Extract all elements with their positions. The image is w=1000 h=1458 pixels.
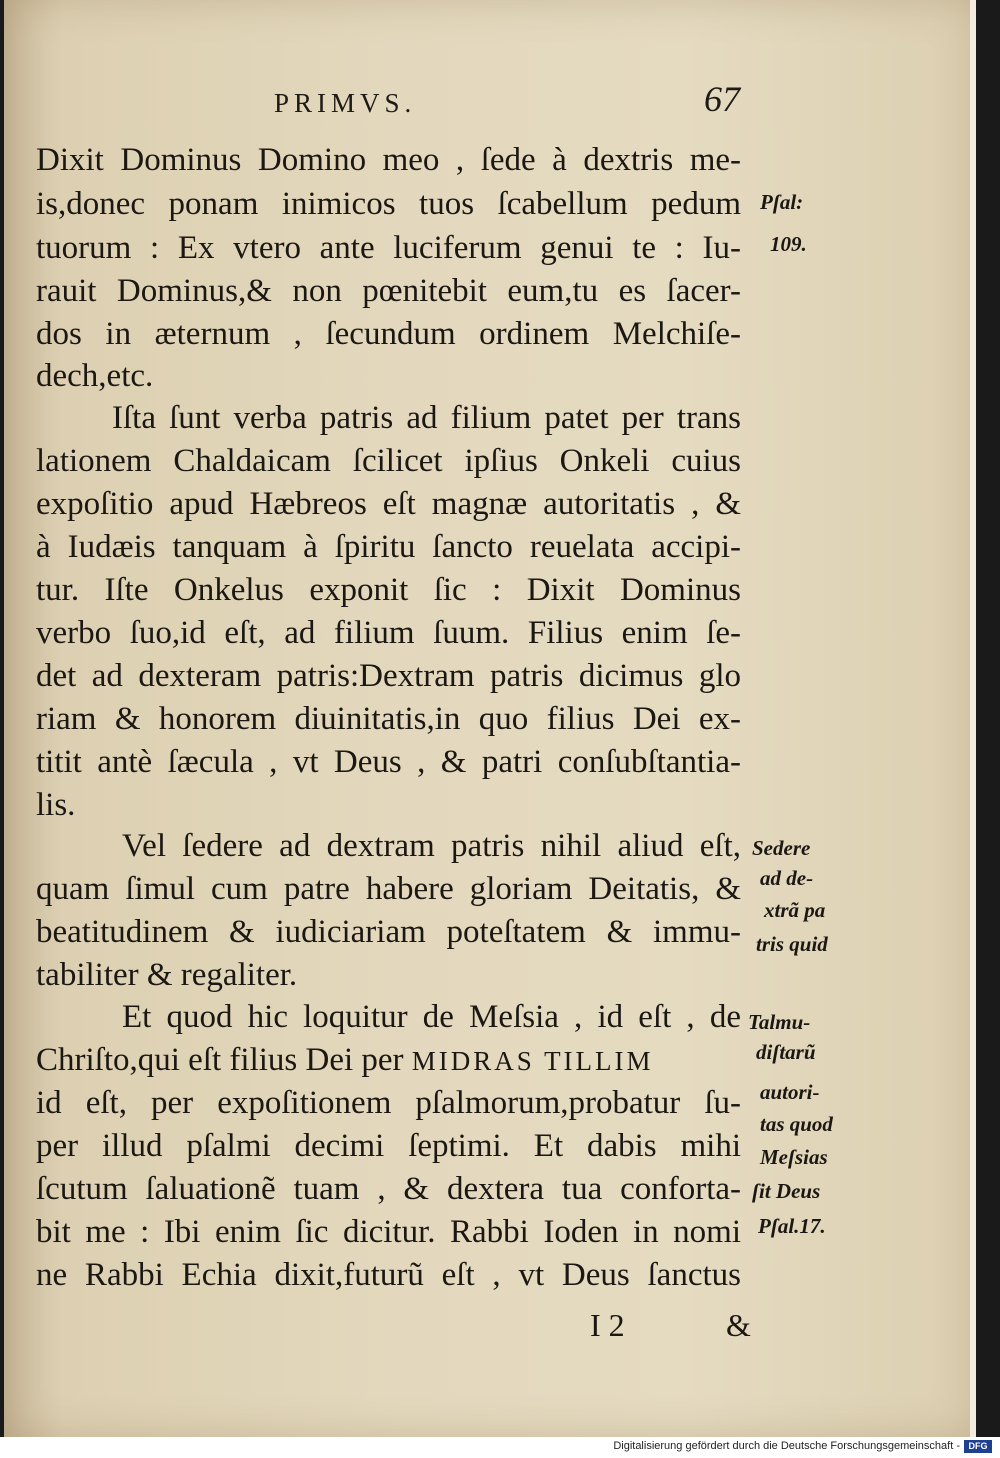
text-line: tabiliter & regaliter. xyxy=(36,957,298,993)
text-line: lis. xyxy=(36,787,76,823)
margin-note: Pſal: xyxy=(760,190,804,214)
margin-note: ſit Deus xyxy=(752,1179,821,1203)
text-line: is,donec ponam inimicos tuos ſcabellum pedum xyxy=(36,186,741,222)
margin-note: autori- xyxy=(760,1080,820,1104)
text-line: det ad dexteram patris:Dextram patris dicimus glo xyxy=(36,658,741,694)
text-line: Dixit Dominus Domino meo , ſede à dextris me- xyxy=(36,142,741,178)
text-line: Et quod hic loquitur de Meſsia , id eſt , de xyxy=(122,999,741,1035)
margin-note: 109. xyxy=(770,232,807,256)
text-line: tuorum : Ex vtero ante luciferum genui te : Iu- xyxy=(36,230,741,266)
text-line: verbo ſuo,id eſt, ad filium ſuum. Filius enim ſe- xyxy=(36,615,741,651)
running-head: PRIMVS. xyxy=(274,88,417,118)
margin-note: Pſal.17. xyxy=(758,1214,826,1238)
text-line: tur. Iſte Onkelus exponit ſic : Dixit Dominus xyxy=(36,572,741,608)
text-line: expoſitio apud Hæbreos eſt magnæ autoritatis , & xyxy=(36,486,741,522)
text-line: à Iudæis tanquam à ſpiritu ſancto reuelata accipi- xyxy=(36,529,741,565)
text-line: quam ſimul cum patre habere gloriam Deitatis, & xyxy=(36,871,741,907)
margin-note: Meſsias xyxy=(760,1145,828,1169)
margin-note: ad de- xyxy=(760,866,814,890)
margin-note: xtrã pa xyxy=(764,898,826,922)
text-line: per illud pſalmi decimi ſeptimi. Et dabis mihi xyxy=(36,1128,741,1164)
page-number: 67 xyxy=(704,79,740,119)
text-line: ne Rabbi Echia dixit,futurũ eſt , vt Deus ſanctus xyxy=(36,1257,741,1293)
text-segment: Chriſto,qui eſt filius Dei per xyxy=(36,1042,404,1078)
text-line xyxy=(36,1040,741,1081)
text-line: riam & honorem diuinitatis,in quo filius Dei ex- xyxy=(36,701,741,737)
text-line: bit me : Ibi enim ſic dicitur. Rabbi Ioden in nomi xyxy=(36,1214,741,1250)
margin-note: tas quod xyxy=(760,1112,833,1136)
catchword: & xyxy=(726,1307,751,1343)
dfg-logo: DFG xyxy=(964,1440,992,1453)
text-line: Vel ſedere ad dextram patris nihil aliud eſt, xyxy=(122,828,741,864)
text-line: ſcutum ſaluationẽ tuam , & dextera tua conforta- xyxy=(36,1171,741,1207)
margin-note: Sedere xyxy=(752,836,811,860)
text-line: rauit Dominus,& non pœnitebit eum,tu es ſacer- xyxy=(36,273,741,309)
margin-note: tris quid xyxy=(756,932,828,956)
digitization-footer xyxy=(0,1437,1000,1458)
text-line: dos in æternum , ſecundum ordinem Melchiſe- xyxy=(36,316,741,352)
text-line: id eſt, per expoſitionem pſalmorum,probatur ſu- xyxy=(36,1085,741,1121)
signature-mark: I 2 xyxy=(590,1307,625,1343)
text-line: titit antè ſæcula , vt Deus , & patri conſubſtantia- xyxy=(36,744,741,780)
text-line: dech,etc. xyxy=(36,358,154,394)
text-line: beatitudinem & iudiciariam poteſtatem & immu- xyxy=(36,914,741,950)
margin-note: diſtarũ xyxy=(756,1040,816,1064)
text-line: lationem Chaldaicam ſcilicet ipſius Onkeli cuius xyxy=(36,443,741,479)
footer-credit: Digitalisierung gefördert durch die Deutsche Forschungsgemeinschaft - xyxy=(613,1440,960,1452)
margin-note: Talmu- xyxy=(748,1010,811,1034)
text-line: Iſta ſunt verba patris ad filium patet per trans xyxy=(112,400,741,436)
smallcaps-title: MIDRAS TILLIM xyxy=(411,1046,654,1076)
